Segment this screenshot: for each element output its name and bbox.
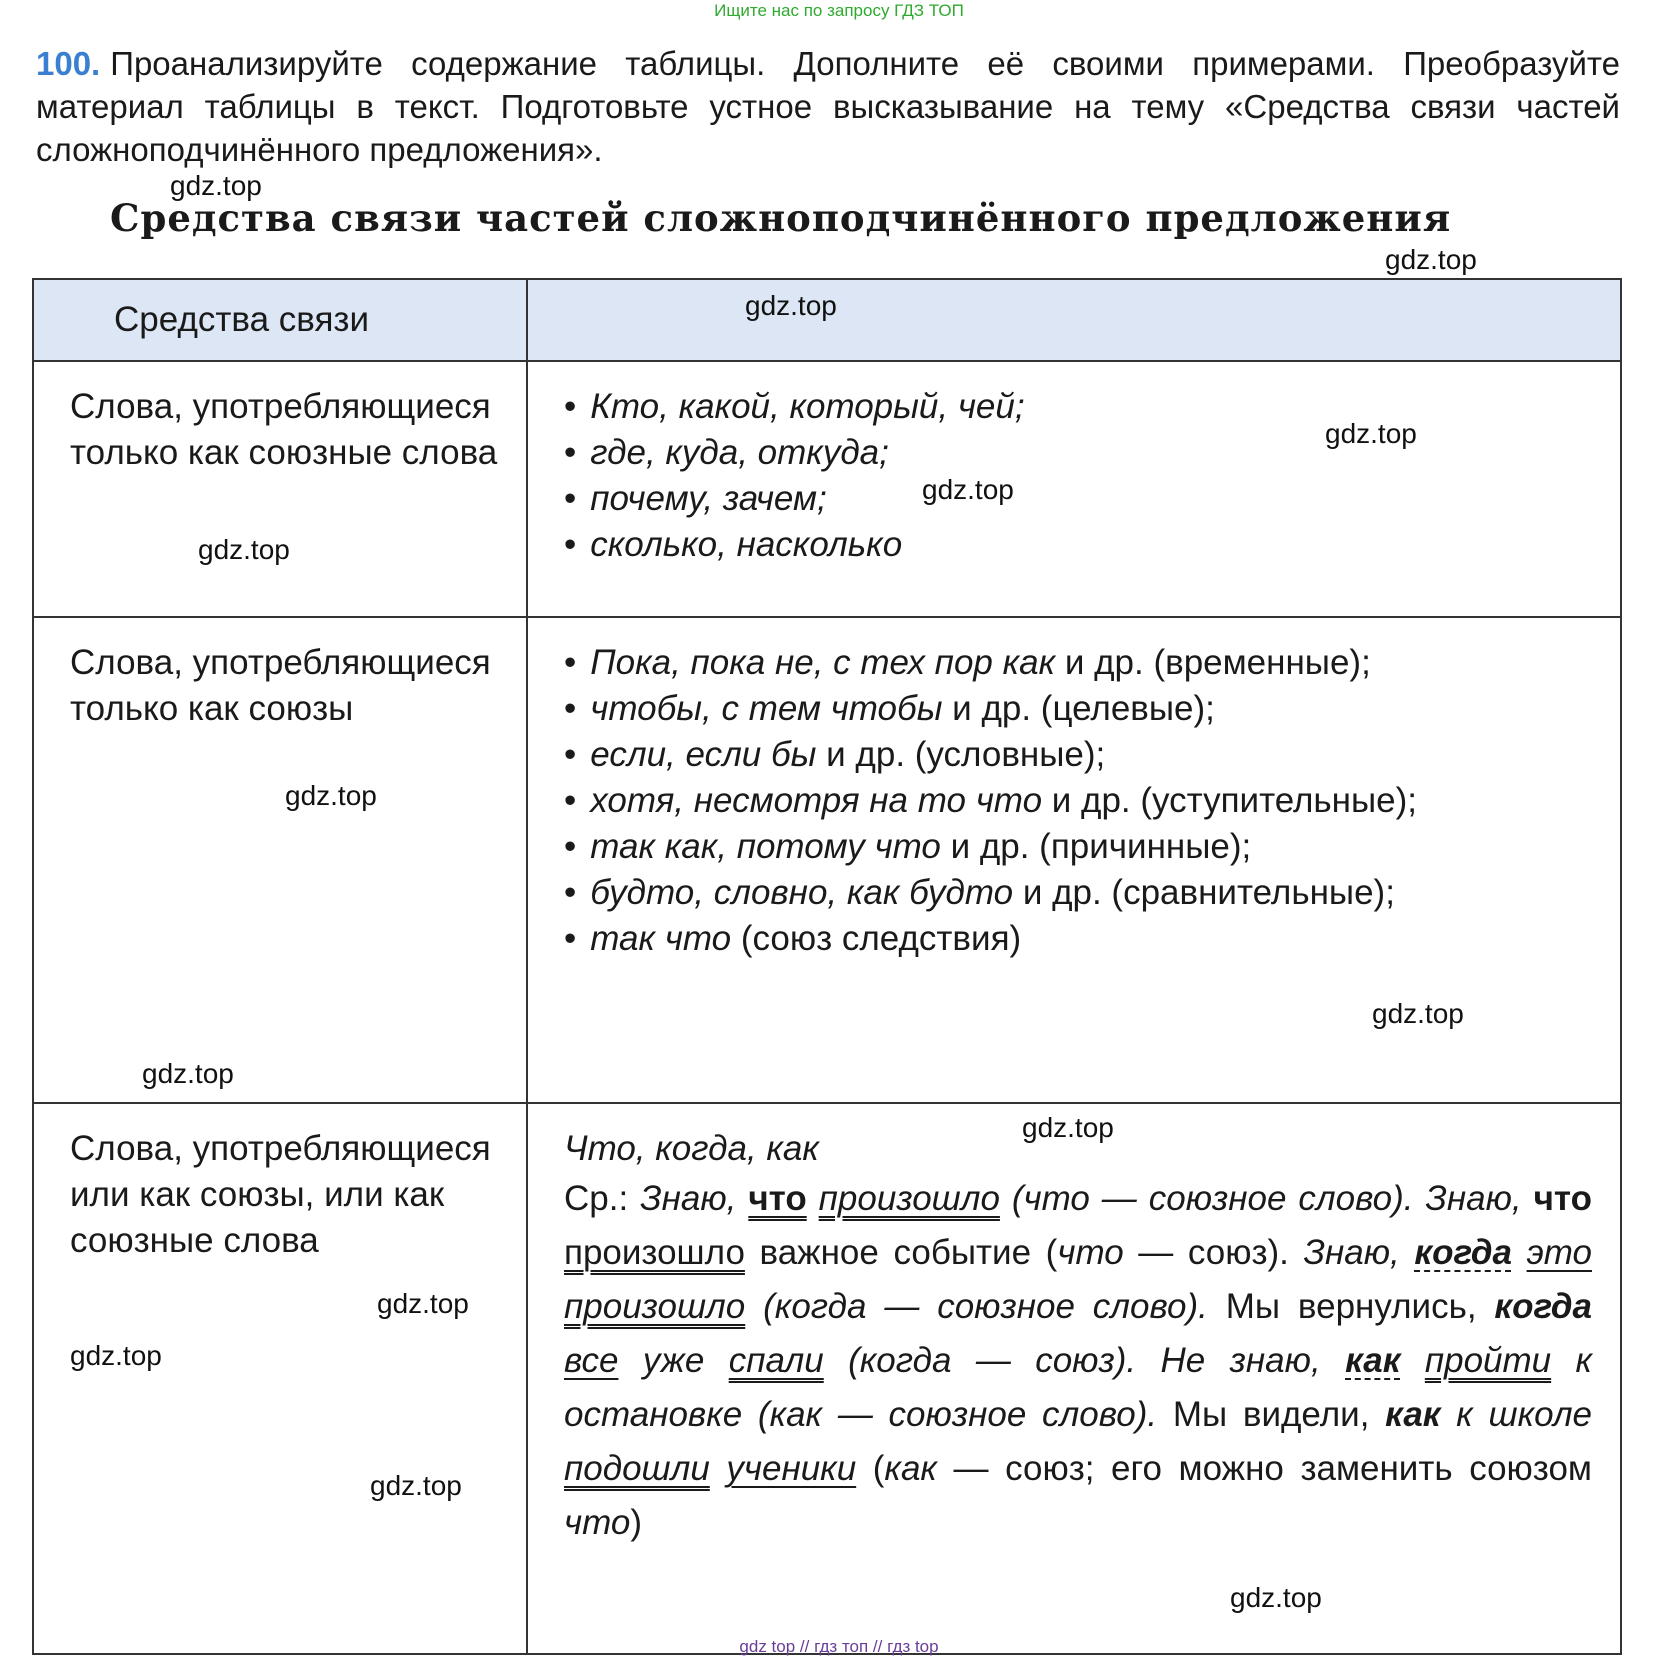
list-item: • хотя, несмотря на то что и др. (уступительные); <box>564 781 1417 820</box>
row-items <box>527 361 1621 617</box>
list-item: • Пока, пока не, с тех пор как и др. (временные); <box>564 643 1371 682</box>
table-title: Средства связи частей сложноподчинённого предложения <box>110 196 1452 240</box>
list-item: • так что (союз следствия) <box>564 919 1022 958</box>
list-item: • чтобы, с тем чтобы и др. (целевые); <box>564 689 1215 728</box>
table-row <box>33 617 1621 1103</box>
connection-means-table <box>32 278 1622 1655</box>
row-label: Слова, употребляющиеся только как союзные слова <box>33 361 527 617</box>
list-item: • почему, зачем; <box>564 479 827 518</box>
watermark: gdz.top <box>142 1058 234 1089</box>
watermark: gdz.top <box>370 1470 462 1501</box>
list-item: • Кто, какой, который, чей; <box>564 387 1025 426</box>
watermark: gdz.top <box>198 534 290 565</box>
list-item: • где, куда, откуда; <box>564 433 889 472</box>
task-number: 100. <box>36 45 101 82</box>
list-item: • будто, словно, как будто и др. (сравнительные); <box>564 873 1395 912</box>
list-item: • так как, потому что и др. (причинные); <box>564 827 1252 866</box>
top-banner: Ищите нас по запросу ГДЗ ТОП <box>714 1 964 20</box>
bottom-banner: gdz top // гдз топ // гдз top <box>739 1637 939 1656</box>
row-label: Слова, употребляющиеся или как союзы, или как союзные слова <box>33 1103 527 1654</box>
examples-text: Ср.: Знаю, что произошло (что — союзное слово). Знаю, что произошло важное событие (что — союз). Знаю, когда это произошло (когда — союзное слово). Мы вернулись, когда все уже спали (когда — союз). Не знаю, как пройти к остановке (как — союзное слово). Мы видели, как к школе подошли ученики (как — союз; его можно заменить союзом что) <box>564 1179 1593 1542</box>
list-item: • если, если бы и др. (условные); <box>564 735 1106 774</box>
watermark: gdz.top <box>745 290 837 321</box>
watermark: gdz.top <box>1325 418 1417 449</box>
watermark: gdz.top <box>170 170 262 201</box>
watermark: gdz.top <box>70 1340 162 1371</box>
watermark: gdz.top <box>922 474 1014 505</box>
table-row <box>33 361 1621 617</box>
table-header: Средства связи <box>33 279 527 361</box>
watermark: gdz.top <box>1372 998 1464 1029</box>
watermark: gdz.top <box>377 1288 469 1319</box>
table-header-empty <box>527 279 1621 361</box>
table-row <box>33 1103 1621 1654</box>
row-label: Слова, употребляющиеся только как союзы <box>33 617 527 1103</box>
watermark: gdz.top <box>1385 244 1477 275</box>
task-body: Проанализируйте содержание таблицы. Дополните её своими примерами. Преобразуйте материал таблицы в текст. Подготовьте устное высказывание на тему «Средства связи частей сложноподчинённого предложения». <box>36 45 1620 168</box>
intro-words: Что, когда, как <box>564 1129 819 1168</box>
watermark: gdz.top <box>1022 1112 1114 1143</box>
row-items <box>527 617 1621 1103</box>
row-items <box>527 1103 1621 1654</box>
task-text <box>36 42 1620 171</box>
list-item: • сколько, насколько <box>564 525 903 564</box>
watermark: gdz.top <box>285 780 377 811</box>
watermark: gdz.top <box>1230 1582 1322 1613</box>
